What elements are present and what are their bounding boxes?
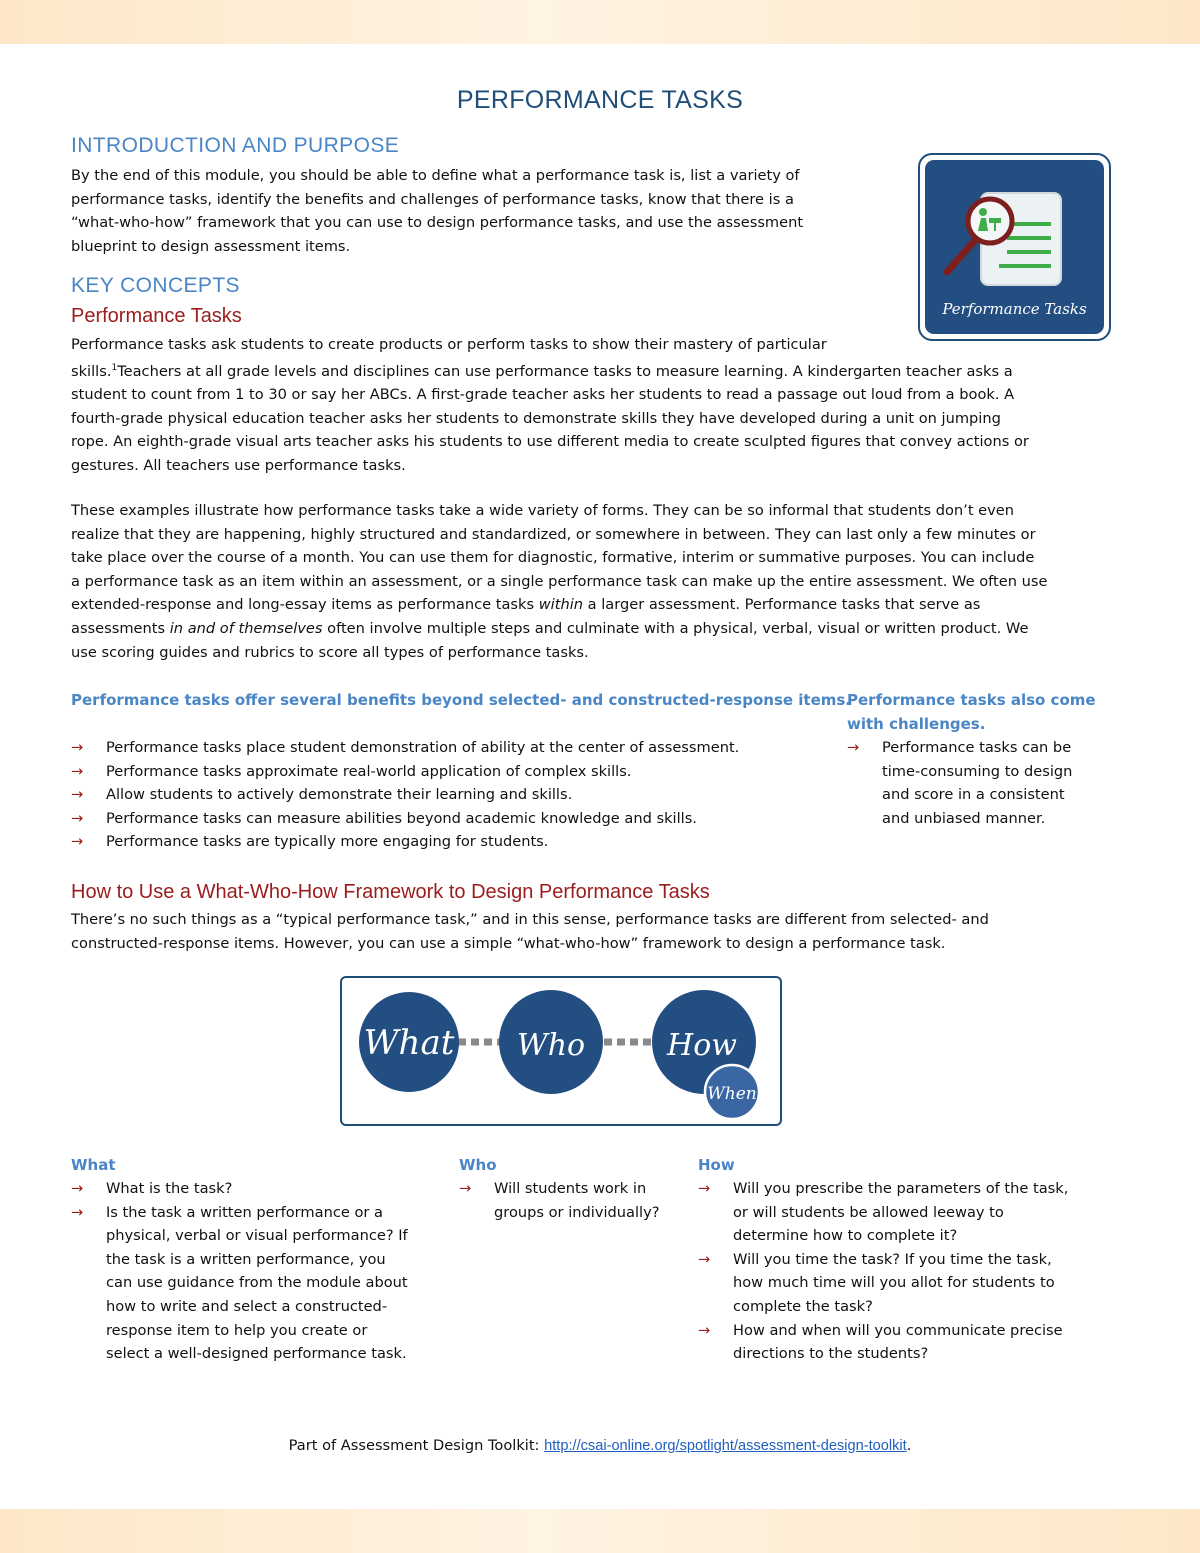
list-item: → What is the task? xyxy=(71,1177,408,1201)
key-concepts-paragraph-1: Performance tasks ask students to create products or perform tasks to show their mastery of particular skills.$^1$Teachers at all grade levels and disciplines can use performance tasks to measure learning. A kindergarten teacher asks a student to count from 1 to 30 or say her ABCs. A first-grade teacher asks her students to read a passage out loud from a book. A fourth-grade physical education teacher asks her students to demonstrate skills they have developed during a unit on jumping rope. An eighth-grade visual arts teacher asks his students to use different media to create sculpted figures that convey actions or gestures. All teachers use performance tasks. xyxy=(71,336,1029,474)
performance-tasks-subheading: Performance Tasks xyxy=(71,305,242,327)
challenges-list xyxy=(847,736,1072,830)
list-item: → Performance tasks can be time-consuming to design and score in a consistent and unbiased manner. xyxy=(847,736,1072,830)
footnote-marker: 1 xyxy=(111,362,118,373)
what-column-list xyxy=(71,1177,408,1366)
key-concepts-heading: KEY CONCEPTS xyxy=(71,274,240,297)
how-column-list xyxy=(698,1177,1068,1366)
footer: Part of Assessment Design Toolkit: http://csai-online.org/spotlight/assessment-design-toolkit. xyxy=(288,1437,912,1454)
when-label: When xyxy=(707,1084,757,1104)
toolkit-link[interactable]: http://csai-online.org/spotlight/assessment-design-toolkit xyxy=(544,1438,907,1454)
list-item: → Will you time the task? If you time the task, how much time will you allot for students to complete the task? xyxy=(698,1248,1068,1319)
top-decorative-band xyxy=(0,0,1200,44)
who-label: Who xyxy=(516,1028,586,1063)
what-column-heading: What xyxy=(71,1156,116,1174)
key-concepts-paragraph-2: These examples illustrate how performance tasks take a wide variety of forms. They can be so informal that students don’t even realize that they are happening, highly structured and standardized, or somewhere in between. They can last only a few minutes or take place over the course of a month. You can use them for diagnostic, formative, interim or summative purposes. You can include a performance task as an item within an assessment, or a single performance task can make up the entire assessment. We often use extended-response and long-essay items as performance tasks within a larger assessment. Performance tasks that serve as assessments in and of themselves often involve multiple steps and culminate with a physical, verbal, visual or written product. We use scoring guides and rubrics to score all types of performance tasks. xyxy=(71,502,1048,661)
list-item: → Allow students to actively demonstrate their learning and skills. xyxy=(71,783,739,807)
framework-heading: How to Use a What-Who-How Framework to Design Performance Tasks xyxy=(71,881,710,903)
list-item: → How and when will you communicate precise directions to the students? xyxy=(698,1319,1068,1366)
who-column-list xyxy=(459,1177,659,1224)
list-item: → Will you prescribe the parameters of the task, or will students be allowed leeway to determine how to complete it? xyxy=(698,1177,1068,1248)
list-item: → Performance tasks place student demonstration of ability at the center of assessment. xyxy=(71,736,739,760)
challenges-heading: Performance tasks also come with challenges. xyxy=(847,691,1096,733)
intro-heading: INTRODUCTION AND PURPOSE xyxy=(71,134,400,157)
list-item: → Performance tasks can measure abilities beyond academic knowledge and skills. xyxy=(71,807,739,831)
who-column-heading: Who xyxy=(459,1156,497,1174)
intro-paragraph: By the end of this module, you should be able to define what a performance task is, list a variety of performance tasks, identify the benefits and challenges of performance tasks, know that there is a “what-who-how” framework that you can use to design performance tasks, and use the assessment blueprint to design assessment items. xyxy=(71,167,804,255)
badge-caption: Performance Tasks xyxy=(942,300,1087,318)
framework-paragraph: There’s no such things as a “typical performance task,” and in this sense, performance tasks are different from selected- and constructed-response items. However, you can use a simple “what-who-how” framework to design a performance task. xyxy=(71,911,989,952)
list-item: → Performance tasks approximate real-world application of complex skills. xyxy=(71,760,739,784)
list-item: → Performance tasks are typically more engaging for students. xyxy=(71,830,739,854)
list-item: → Is the task a written performance or a physical, verbal or visual performance? If the task is a written performance, you can use guidance from the module about how to write and select a constructed- response item to help you create or select a well-designed performance task. xyxy=(71,1201,408,1366)
how-label: How xyxy=(667,1028,737,1063)
performance-tasks-badge xyxy=(918,153,1111,341)
list-item: → Will students work in groups or individually? xyxy=(459,1177,659,1224)
footer-label: Part of Assessment Design Toolkit: xyxy=(288,1437,545,1454)
benefits-heading: Performance tasks offer several benefits beyond selected- and constructed-response items. xyxy=(71,691,852,709)
benefits-list xyxy=(71,736,739,854)
what-label: What xyxy=(363,1023,455,1063)
page-title: PERFORMANCE TASKS xyxy=(456,86,744,114)
how-column-heading: How xyxy=(698,1156,735,1174)
what-who-how-diagram xyxy=(340,976,782,1126)
bottom-decorative-band xyxy=(0,1509,1200,1553)
